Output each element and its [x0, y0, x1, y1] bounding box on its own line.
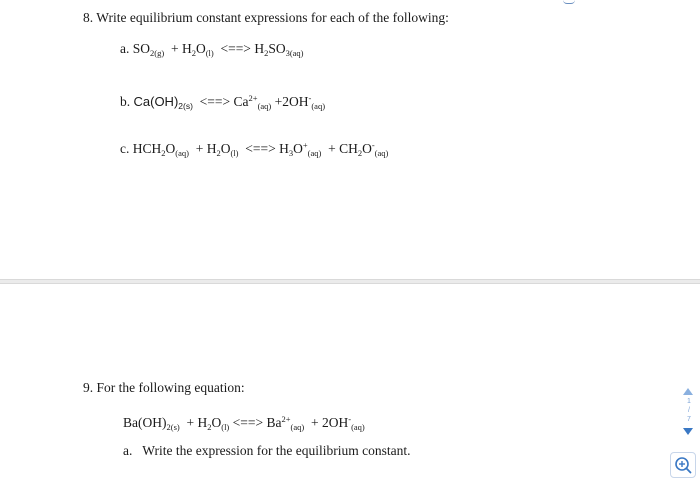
reactant-h2o: $H_2O_{(l)}$ [197, 415, 230, 432]
equilibrium-arrow: <==> [232, 415, 264, 430]
product-ca: $Ca^{2+}_{(aq)}$ [233, 93, 272, 111]
plus-sign: + [310, 415, 319, 430]
q8-heading: 8. Write equilibrium constant expressions for each of the following: [83, 10, 449, 25]
equation-8b [120, 90, 325, 114]
product-ba: $Ba^{2+}_{(aq)}$ [266, 414, 305, 432]
plus-sign: + [195, 141, 204, 156]
part-label: a. [123, 443, 133, 458]
plus-sign: + [170, 41, 179, 56]
equilibrium-arrow: <==> [245, 141, 276, 156]
part-text: Write the expression for the equilibrium constant. [142, 443, 411, 458]
chevron-up-icon[interactable] [683, 388, 693, 395]
product-h3o: $H_3O^+_{(aq)}$ [279, 140, 322, 158]
reactant-caoh2: $Ca(OH)_{2(s)}$ [133, 94, 193, 111]
eq-label: c. [120, 141, 130, 156]
product-oh: $2OH^-_{(aq)}$ [282, 93, 326, 111]
equilibrium-arrow: <==> [199, 94, 231, 109]
product-ch2o: $CH_2O^-_{(aq)}$ [339, 140, 389, 158]
scroll-corner-mark [563, 0, 575, 4]
reactant-formaldehyde: $HCH_2O_{(aq)}$ [132, 141, 189, 158]
equation-8c [120, 137, 388, 161]
reactant-so2: $SO_{2(g)}$ [132, 41, 165, 58]
reactant-h2o: $H_2O_{(l)}$ [206, 141, 239, 158]
zoom-in-button[interactable] [670, 452, 696, 478]
plus-sign: + [328, 141, 336, 156]
equilibrium-arrow: <==> [220, 41, 251, 56]
product-oh: $2OH^-_{(aq)}$ [321, 414, 365, 432]
current-page: 1 [687, 398, 691, 405]
page-2 [0, 283, 700, 482]
reactant-baoh2: $Ba(OH)_{2(s)}$ [123, 415, 180, 432]
total-pages: 7 [687, 416, 691, 423]
plus-sign: + [186, 415, 195, 430]
chevron-down-icon[interactable] [683, 428, 693, 435]
plus-sign: + [274, 94, 283, 109]
page-navigator [678, 386, 700, 438]
eq-label: b. [120, 94, 131, 109]
q9-heading: 9. For the following equation: [83, 380, 245, 395]
q9-part-a [123, 443, 411, 459]
reactant-h2o: $H_2O_{(l)}$ [181, 41, 214, 58]
equation-9 [123, 411, 365, 435]
equation-8a [120, 41, 304, 61]
eq-label: a. [120, 41, 130, 56]
zoom-in-icon [671, 453, 695, 477]
page-separator: / [688, 407, 690, 414]
product-h2so3: $H_2SO_{3(aq)}$ [254, 41, 304, 58]
